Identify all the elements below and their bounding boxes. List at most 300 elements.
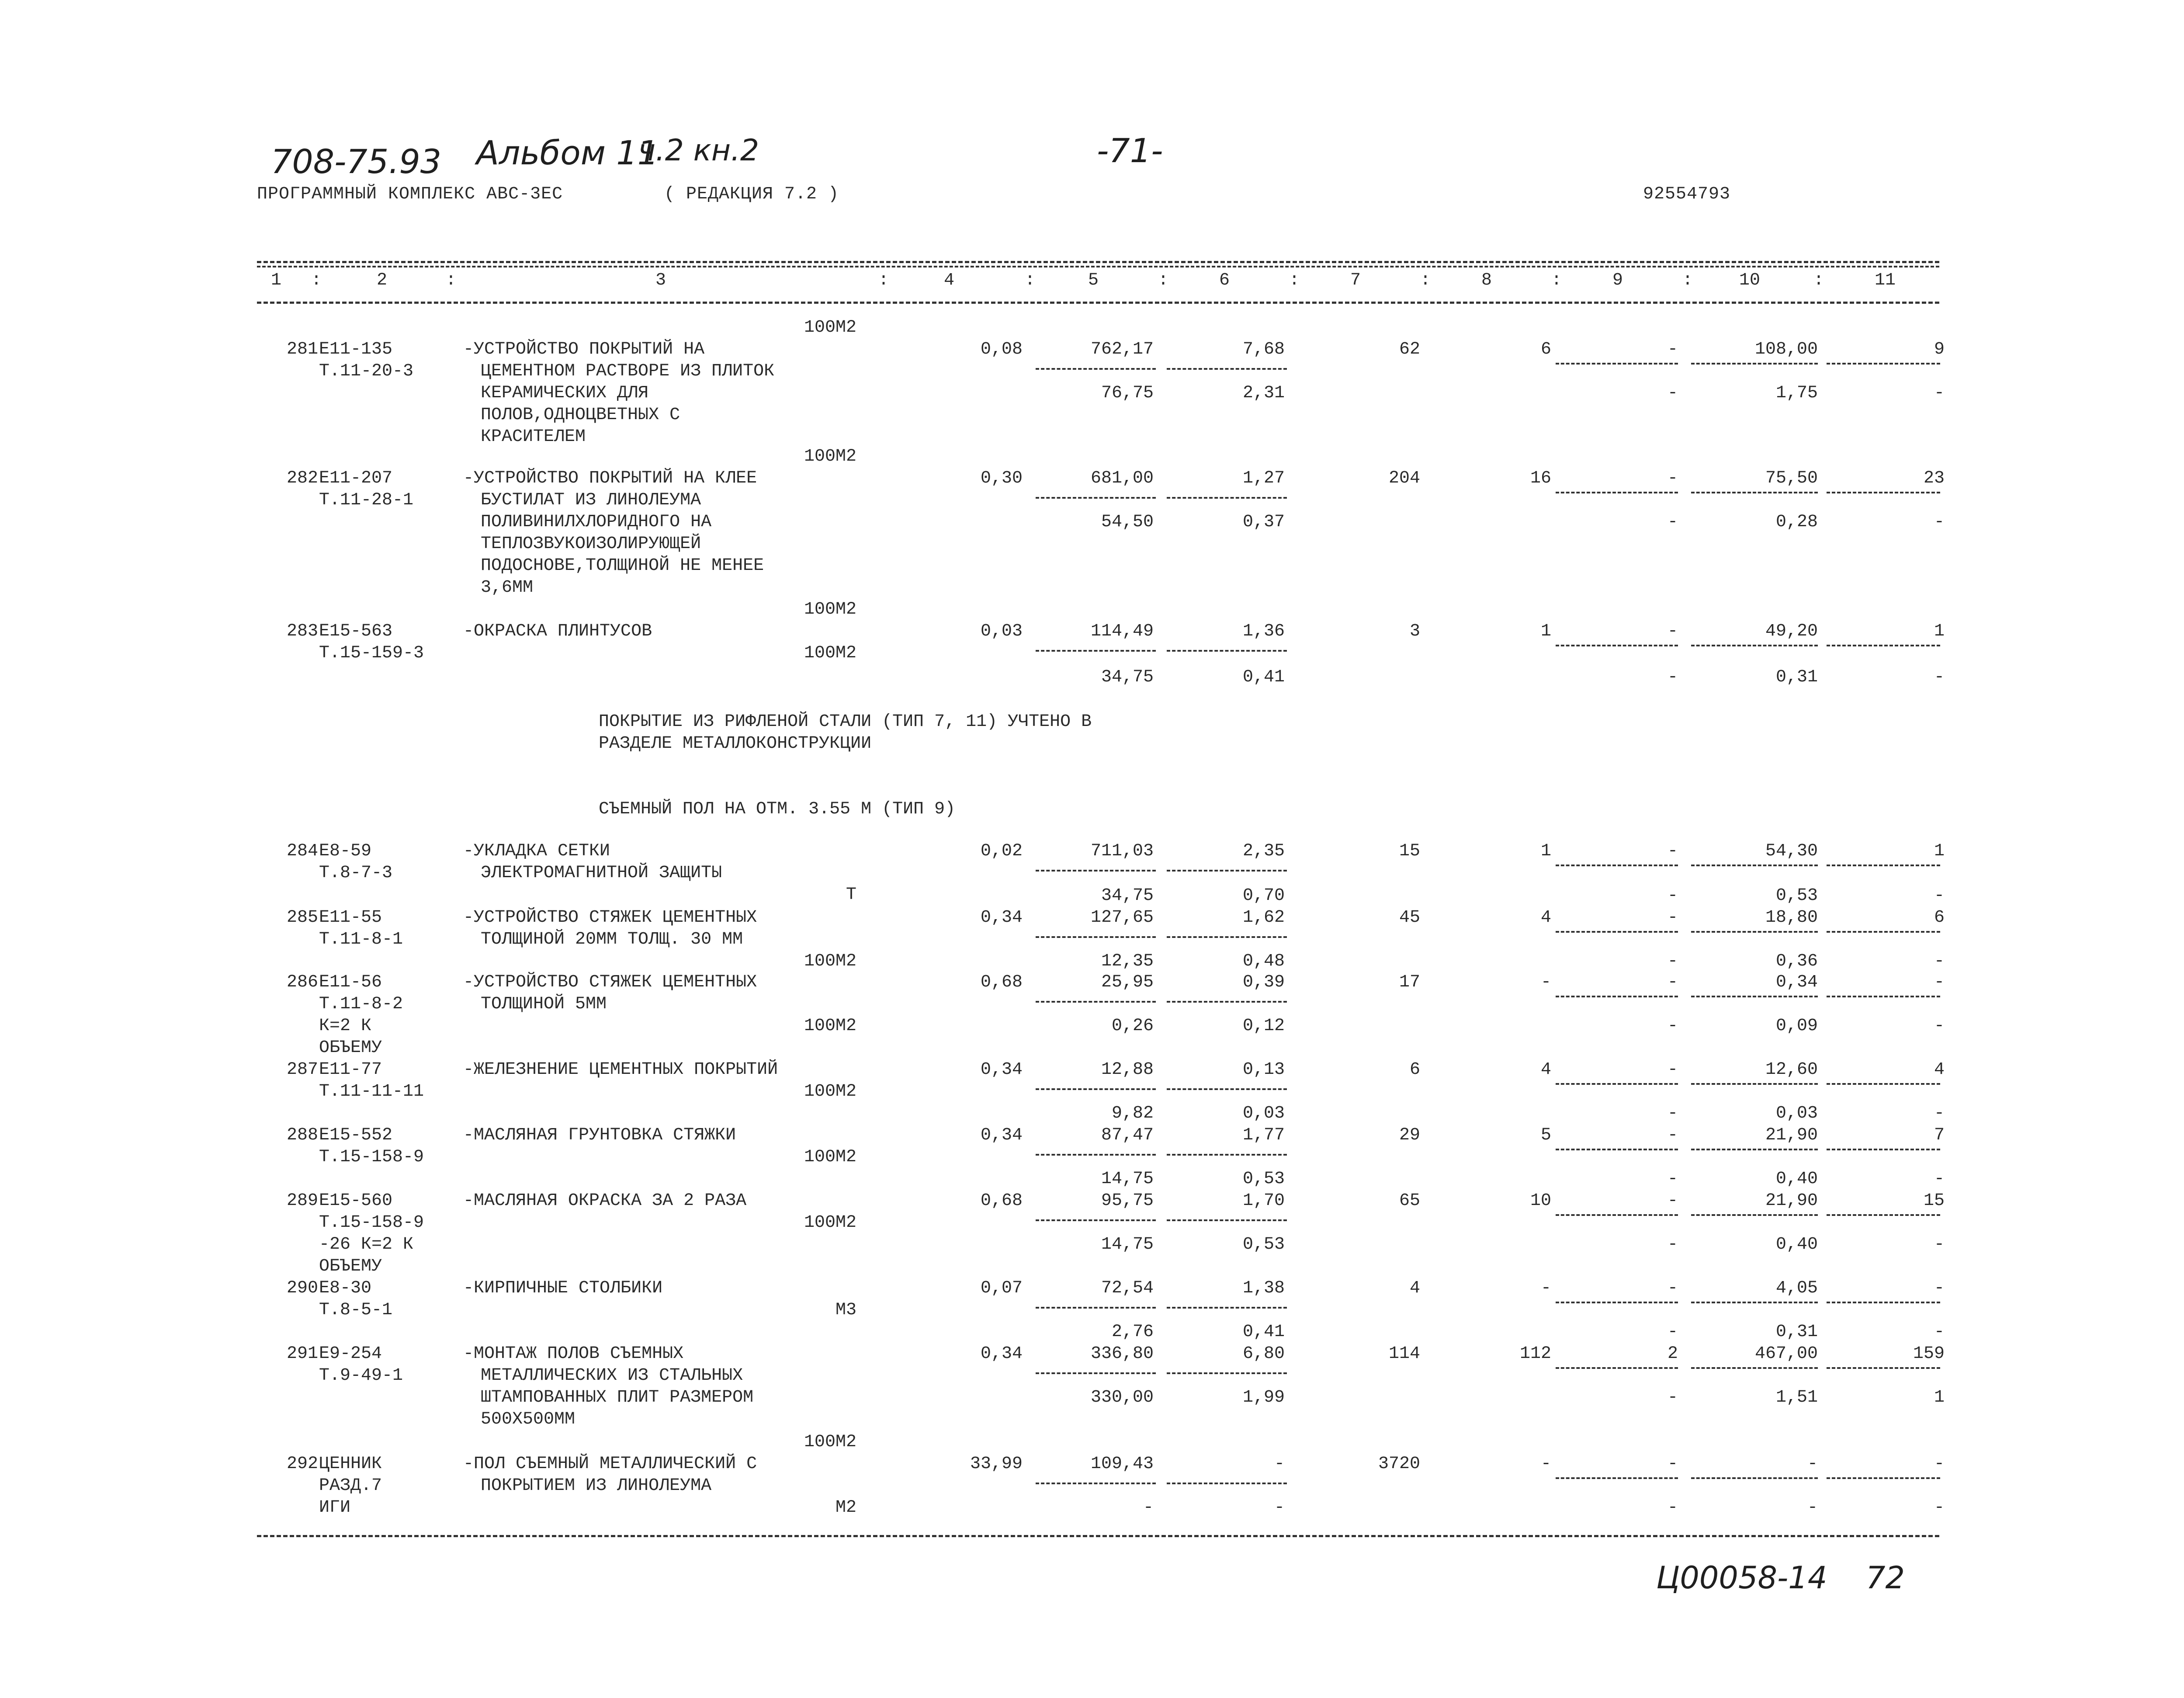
unit-wage: 7,68	[1242, 340, 1285, 359]
unit-cost-sub: 34,75	[1101, 667, 1154, 687]
unit-cost-sub: 9,82	[1111, 1104, 1154, 1123]
norm-code: Е8-30	[319, 1278, 372, 1298]
handwritten-stamp: Ц00058-14	[1656, 1560, 1827, 1596]
col11-sub: -	[1934, 1498, 1945, 1517]
work-description: -КИРПИЧНЫЕ СТОЛБИКИ	[463, 1278, 663, 1298]
col-sep: :	[878, 271, 889, 290]
norm-table: Т.8-7-3	[319, 863, 393, 883]
unit-cost-sub: 12,35	[1101, 951, 1154, 971]
col11-value: 1	[1934, 622, 1945, 641]
quantity: 0,34	[980, 1060, 1023, 1080]
unit-cost: 681,00	[1090, 469, 1154, 488]
table-top-rule-2	[257, 266, 1939, 267]
quantity: 0,68	[980, 1191, 1023, 1211]
work-description: ПОЛИВИНИЛХЛОРИДНОГО НА	[481, 512, 712, 532]
underline	[1556, 1214, 1678, 1216]
quantity: 0,34	[980, 908, 1023, 927]
total-cost: 29	[1399, 1125, 1420, 1145]
unit-wage: 2,35	[1242, 841, 1285, 861]
underline	[1691, 865, 1818, 866]
norm-table: Т.11-8-2	[319, 994, 403, 1014]
row-number: 286	[286, 972, 318, 992]
norm-code: Е15-552	[319, 1125, 393, 1145]
unit-wage-sub: 1,99	[1242, 1388, 1285, 1407]
section-note: РАЗДЕЛЕ МЕТАЛЛОКОНСТРУКЦИИ	[599, 734, 872, 754]
underline	[1827, 1149, 1940, 1150]
col9-sub: -	[1667, 383, 1678, 403]
col10-sub: 1,51	[1775, 1388, 1818, 1407]
work-description: -УКЛАДКА СЕТКИ	[463, 841, 610, 861]
unit-wage-sub: 0,37	[1242, 512, 1285, 532]
table-top-rule	[257, 261, 1939, 263]
unit-wage-sub: -	[1274, 1498, 1285, 1517]
col10-value: 21,90	[1765, 1125, 1818, 1145]
handwritten-code: 708-75.93	[271, 142, 442, 181]
underline	[1036, 368, 1156, 370]
pre-unit: 100М2	[804, 447, 856, 466]
norm-table: Т.15-158-9	[319, 1147, 424, 1167]
unit-wage: 1,77	[1242, 1125, 1285, 1145]
col10-sub: 0,36	[1775, 951, 1818, 971]
unit-cost-sub: 0,26	[1111, 1016, 1154, 1036]
col9-value: -	[1667, 841, 1678, 861]
unit-wage-sub: 0,70	[1242, 886, 1285, 906]
unit-wage-sub: 0,41	[1242, 1322, 1285, 1342]
unit-cost-sub: 14,75	[1101, 1169, 1154, 1189]
total-wage: 10	[1530, 1191, 1551, 1211]
handwritten-part: ч.2 кн.2	[638, 133, 759, 168]
work-description: МЕТАЛЛИЧЕСКИХ ИЗ СТАЛЬНЫХ	[481, 1366, 743, 1385]
norm-table: Т.11-28-1	[319, 490, 414, 510]
col-sep: :	[446, 271, 457, 290]
col11-value: 4	[1934, 1060, 1945, 1080]
underline	[1691, 363, 1818, 365]
work-description: 500Х500ММ	[481, 1410, 575, 1429]
total-cost: 17	[1399, 972, 1420, 992]
pre-unit: 100М2	[804, 600, 856, 619]
underline	[1167, 1088, 1287, 1090]
handwritten-album: Альбом 11	[476, 133, 659, 172]
col11-value: -	[1934, 1278, 1945, 1298]
col11-sub: -	[1934, 1169, 1945, 1189]
col11-value: -	[1934, 1454, 1945, 1474]
unit-wage: 1,38	[1242, 1278, 1285, 1298]
work-description: -МОНТАЖ ПОЛОВ СЪЕМНЫХ	[463, 1344, 684, 1364]
col10-value: 467,00	[1754, 1344, 1818, 1364]
col-header-3: 3	[655, 271, 666, 290]
underline	[1556, 1302, 1678, 1303]
unit-cost-sub: 14,75	[1101, 1235, 1154, 1254]
underline	[1167, 936, 1287, 938]
col10-value: 75,50	[1765, 469, 1818, 488]
work-description: ПОКРЫТИЕМ ИЗ ЛИНОЛЕУМА	[481, 1476, 712, 1496]
col-sep: :	[1682, 271, 1693, 290]
underline	[1827, 931, 1940, 933]
unit-wage: 6,80	[1242, 1344, 1285, 1364]
unit-of-measure: М2	[835, 1498, 856, 1517]
work-description: -МАСЛЯНАЯ ОКРАСКА ЗА 2 РАЗА	[463, 1191, 747, 1211]
unit-of-measure: 100М2	[804, 1213, 856, 1233]
unit-cost: 12,88	[1101, 1060, 1154, 1080]
total-cost: 4	[1409, 1278, 1420, 1298]
col11-sub: -	[1934, 886, 1945, 906]
quantity: 0,07	[980, 1278, 1023, 1298]
unit-of-measure: Т	[846, 885, 856, 905]
col9-sub: -	[1667, 1169, 1678, 1189]
unit-of-measure: 100М2	[804, 1082, 856, 1101]
norm-code: Е15-563	[319, 622, 393, 641]
work-description: -УСТРОЙСТВО ПОКРЫТИЙ НА	[463, 340, 705, 359]
unit-cost: 127,65	[1090, 908, 1154, 927]
underline	[1827, 1302, 1940, 1303]
col10-value: 21,90	[1765, 1191, 1818, 1211]
col10-sub: 0,03	[1775, 1104, 1818, 1123]
col9-sub: -	[1667, 1104, 1678, 1123]
col11-value: 9	[1934, 340, 1945, 359]
underline	[1556, 1477, 1678, 1479]
col9-sub: -	[1667, 886, 1678, 906]
underline	[1167, 650, 1287, 652]
total-cost: 3	[1409, 622, 1420, 641]
norm-table: Т.11-20-3	[319, 361, 414, 381]
underline	[1167, 497, 1287, 499]
col9-value: -	[1667, 1454, 1678, 1474]
col10-sub: 0,31	[1775, 667, 1818, 687]
col10-sub: 0,53	[1775, 886, 1818, 906]
total-wage: -	[1540, 1454, 1551, 1474]
underline	[1556, 996, 1678, 997]
row-number: 284	[286, 841, 318, 861]
row-number: 281	[286, 340, 318, 359]
col11-sub: 1	[1934, 1388, 1945, 1407]
col-header-9: 9	[1612, 271, 1623, 290]
col10-value: 54,30	[1765, 841, 1818, 861]
work-description: -ПОЛ СЪЕМНЫЙ МЕТАЛЛИЧЕСКИЙ С	[463, 1454, 757, 1474]
total-wage: 4	[1540, 1060, 1551, 1080]
col9-value: 2	[1667, 1344, 1678, 1364]
underline	[1691, 645, 1818, 646]
row-number: 282	[286, 469, 318, 488]
col10-sub: 0,31	[1775, 1322, 1818, 1342]
norm-code: Е11-135	[319, 340, 393, 359]
total-wage: 16	[1530, 469, 1551, 488]
table-header-rule	[257, 302, 1939, 304]
total-wage: -	[1540, 1278, 1551, 1298]
underline	[1036, 1001, 1156, 1003]
col9-value: -	[1667, 1125, 1678, 1145]
work-description: БУСТИЛАТ ИЗ ЛИНОЛЕУМА	[481, 490, 701, 510]
total-cost: 65	[1399, 1191, 1420, 1211]
document-number: 92554793	[1643, 184, 1731, 204]
underline	[1691, 1302, 1818, 1303]
underline	[1556, 363, 1678, 365]
unit-wage-sub: 0,48	[1242, 951, 1285, 971]
underline	[1167, 1372, 1287, 1374]
total-wage: 1	[1540, 841, 1551, 861]
unit-wage: 1,27	[1242, 469, 1285, 488]
col9-sub: -	[1667, 1498, 1678, 1517]
unit-wage: 0,39	[1242, 972, 1285, 992]
norm-code: Е11-207	[319, 469, 393, 488]
row-number: 290	[286, 1278, 318, 1298]
norm-code: Е11-77	[319, 1060, 382, 1080]
underline	[1556, 865, 1678, 866]
underline	[1036, 1088, 1156, 1090]
col10-sub: 1,75	[1775, 383, 1818, 403]
work-description: ШТАМПОВАННЫХ ПЛИТ РАЗМЕРОМ	[481, 1388, 754, 1407]
underline	[1827, 363, 1940, 365]
unit-cost: 109,43	[1090, 1454, 1154, 1474]
unit-of-measure: 100М2	[804, 1432, 856, 1452]
col-sep: :	[1158, 271, 1169, 290]
col9-value: -	[1667, 1060, 1678, 1080]
work-description: КЕРАМИЧЕСКИХ ДЛЯ	[481, 383, 649, 403]
col-sep: :	[1289, 271, 1300, 290]
underline	[1167, 1154, 1287, 1156]
norm-code: Е9-254	[319, 1344, 382, 1364]
quantity: 0,30	[980, 469, 1023, 488]
unit-wage: -	[1274, 1454, 1285, 1474]
underline	[1036, 650, 1156, 652]
norm-code: ЦЕННИК	[319, 1454, 382, 1474]
col9-value: -	[1667, 972, 1678, 992]
row-number: 288	[286, 1125, 318, 1145]
col10-value: 0,34	[1775, 972, 1818, 992]
program-edition: ( РЕДАКЦИЯ 7.2 )	[664, 184, 839, 204]
total-wage: -	[1540, 972, 1551, 992]
norm-table: Т.8-5-1	[319, 1300, 393, 1320]
unit-of-measure: М3	[835, 1300, 856, 1320]
underline	[1036, 1154, 1156, 1156]
underline	[1691, 1367, 1818, 1369]
underline	[1691, 931, 1818, 933]
unit-of-measure: 100М2	[804, 643, 856, 663]
col11-value: 7	[1934, 1125, 1945, 1145]
underline	[1036, 936, 1156, 938]
section-note: ПОКРЫТИЕ ИЗ РИФЛЕНОЙ СТАЛИ (ТИП 7, 11) УЧТЕНО В	[599, 712, 1092, 732]
quantity: 0,68	[980, 972, 1023, 992]
unit-of-measure: 100М2	[804, 951, 856, 971]
col11-value: 1	[1934, 841, 1945, 861]
underline	[1167, 368, 1287, 370]
work-description: КРАСИТЕЛЕМ	[481, 427, 586, 447]
underline	[1556, 1367, 1678, 1369]
underline	[1691, 492, 1818, 493]
unit-wage-sub: 0,03	[1242, 1104, 1285, 1123]
work-description: -ЖЕЛЕЗНЕНИЕ ЦЕМЕНТНЫХ ПОКРЫТИЙ	[463, 1060, 778, 1080]
underline	[1167, 1001, 1287, 1003]
col9-sub: -	[1667, 1016, 1678, 1036]
col10-value: 108,00	[1754, 340, 1818, 359]
col10-sub: 0,28	[1775, 512, 1818, 532]
underline	[1036, 870, 1156, 872]
col11-value: 15	[1923, 1191, 1945, 1211]
work-description: -МАСЛЯНАЯ ГРУНТОВКА СТЯЖКИ	[463, 1125, 736, 1145]
norm-code: Е15-560	[319, 1191, 393, 1211]
norm-coefficient: ОБЪЕМУ	[319, 1257, 382, 1276]
total-cost: 6	[1409, 1060, 1420, 1080]
col-sep: :	[1551, 271, 1562, 290]
underline	[1556, 492, 1678, 493]
work-description: ТОЛЩИНОЙ 5ММ	[481, 994, 607, 1014]
underline	[1827, 645, 1940, 646]
total-cost: 45	[1399, 908, 1420, 927]
col11-sub: -	[1934, 512, 1945, 532]
col9-sub: -	[1667, 1235, 1678, 1254]
norm-coefficient: ОБЪЕМУ	[319, 1038, 382, 1058]
norm-coefficient: К=2 К	[319, 1016, 372, 1036]
col11-value: 159	[1913, 1344, 1945, 1364]
norm-code: Е11-56	[319, 972, 382, 992]
unit-wage-sub: 0,53	[1242, 1235, 1285, 1254]
total-wage: 4	[1540, 908, 1551, 927]
underline	[1036, 1372, 1156, 1374]
work-description: ТОЛЩИНОЙ 20ММ ТОЛЩ. 30 ММ	[481, 930, 743, 949]
underline	[1556, 1083, 1678, 1085]
work-description: ПОДОСНОВЕ,ТОЛЩИНОЙ НЕ МЕНЕЕ	[481, 556, 764, 576]
col9-value: -	[1667, 622, 1678, 641]
quantity: 0,34	[980, 1125, 1023, 1145]
col11-value: 6	[1934, 908, 1945, 927]
col9-sub: -	[1667, 667, 1678, 687]
norm-table: РАЗД.7	[319, 1476, 382, 1496]
col9-value: -	[1667, 340, 1678, 359]
col9-sub: -	[1667, 1388, 1678, 1407]
norm-table: Т.15-159-3	[319, 643, 424, 663]
col9-value: -	[1667, 908, 1678, 927]
underline	[1827, 1477, 1940, 1479]
unit-cost: 114,49	[1090, 622, 1154, 641]
norm-code: Е8-59	[319, 841, 372, 861]
col9-sub: -	[1667, 1322, 1678, 1342]
norm-code: Е11-55	[319, 908, 382, 927]
col9-sub: -	[1667, 951, 1678, 971]
col10-value: 49,20	[1765, 622, 1818, 641]
work-description: ТЕПЛОЗВУКОИЗОЛИРУЮЩЕЙ	[481, 534, 701, 554]
total-cost: 62	[1399, 340, 1420, 359]
unit-cost-sub: 2,76	[1111, 1322, 1154, 1342]
underline	[1556, 931, 1678, 933]
col11-sub: -	[1934, 1235, 1945, 1254]
norm-table: Т.11-11-11	[319, 1082, 424, 1101]
col9-value: -	[1667, 469, 1678, 488]
col-sep: :	[1420, 271, 1431, 290]
col-header-1: 1	[271, 271, 282, 290]
unit-cost: 87,47	[1101, 1125, 1154, 1145]
col-header-7: 7	[1350, 271, 1361, 290]
col11-value: 23	[1923, 469, 1945, 488]
unit-wage-sub: 2,31	[1242, 383, 1285, 403]
col10-sub: 0,09	[1775, 1016, 1818, 1036]
underline	[1827, 492, 1940, 493]
col-sep: :	[1813, 271, 1824, 290]
work-description: ЭЛЕКТРОМАГНИТНОЙ ЗАЩИТЫ	[481, 863, 722, 883]
col9-value: -	[1667, 1191, 1678, 1211]
row-number: 291	[286, 1344, 318, 1364]
underline	[1691, 1477, 1818, 1479]
unit-wage: 1,36	[1242, 622, 1285, 641]
unit-cost-sub: 330,00	[1090, 1388, 1154, 1407]
work-description: -УСТРОЙСТВО СТЯЖЕК ЦЕМЕНТНЫХ	[463, 908, 757, 927]
col-sep: :	[311, 271, 322, 290]
unit-cost: 95,75	[1101, 1191, 1154, 1211]
handwritten-sheet-number: 72	[1866, 1560, 1905, 1596]
col10-sub: 0,40	[1775, 1169, 1818, 1189]
unit-wage: 1,62	[1242, 908, 1285, 927]
norm-coefficient: -26 К=2 К	[319, 1235, 414, 1254]
col10-sub: -	[1807, 1498, 1818, 1517]
work-description: -УСТРОЙСТВО СТЯЖЕК ЦЕМЕНТНЫХ	[463, 972, 757, 992]
underline	[1167, 1307, 1287, 1309]
norm-table: Т.11-8-1	[319, 930, 403, 949]
underline	[1036, 1219, 1156, 1221]
work-description: ЦЕМЕНТНОМ РАСТВОРЕ ИЗ ПЛИТОК	[481, 361, 775, 381]
col10-value: 18,80	[1765, 908, 1818, 927]
underline	[1691, 996, 1818, 997]
col11-sub: -	[1934, 951, 1945, 971]
norm-table: Т.15-158-9	[319, 1213, 424, 1233]
norm-table: Т.9-49-1	[319, 1366, 403, 1385]
unit-cost: 762,17	[1090, 340, 1154, 359]
underline	[1691, 1214, 1818, 1216]
underline	[1036, 497, 1156, 499]
total-cost: 114	[1388, 1344, 1420, 1364]
underline	[1691, 1083, 1818, 1085]
total-wage: 1	[1540, 622, 1551, 641]
col11-sub: -	[1934, 1016, 1945, 1036]
quantity: 0,34	[980, 1344, 1023, 1364]
underline	[1167, 870, 1287, 872]
col-header-10: 10	[1739, 271, 1761, 290]
program-title: ПРОГРАММНЫЙ КОМПЛЕКС АВС-3ЕС	[257, 184, 563, 204]
underline	[1827, 996, 1940, 997]
unit-cost: 72,54	[1101, 1278, 1154, 1298]
unit-cost: 336,80	[1090, 1344, 1154, 1364]
col11-sub: -	[1934, 383, 1945, 403]
unit-cost-sub: 76,75	[1101, 383, 1154, 403]
row-number: 289	[286, 1191, 318, 1211]
col11-sub: -	[1934, 667, 1945, 687]
unit-cost-sub: -	[1143, 1498, 1154, 1517]
col9-value: -	[1667, 1278, 1678, 1298]
underline	[1167, 1219, 1287, 1221]
handwritten-page-number: -71-	[1097, 131, 1163, 170]
unit-cost: 25,95	[1101, 972, 1154, 992]
underline	[1827, 1083, 1940, 1085]
col10-sub: 0,40	[1775, 1235, 1818, 1254]
underline	[1167, 1483, 1287, 1484]
total-wage: 112	[1519, 1344, 1551, 1364]
col-header-5: 5	[1088, 271, 1099, 290]
work-description: -ОКРАСКА ПЛИНТУСОВ	[463, 622, 652, 641]
unit-cost-sub: 54,50	[1101, 512, 1154, 532]
row-number: 287	[286, 1060, 318, 1080]
unit-wage-sub: 0,41	[1242, 667, 1285, 687]
underline	[1827, 1367, 1940, 1369]
table-bottom-rule	[257, 1535, 1939, 1537]
unit-wage: 0,13	[1242, 1060, 1285, 1080]
underline	[1036, 1307, 1156, 1309]
unit-cost-sub: 34,75	[1101, 886, 1154, 906]
row-number: 283	[286, 622, 318, 641]
quantity: 0,08	[980, 340, 1023, 359]
col-header-6: 6	[1219, 271, 1230, 290]
col-header-8: 8	[1481, 271, 1492, 290]
section-heading: СЪЕМНЫЙ ПОЛ НА ОТМ. 3.55 М (ТИП 9)	[599, 799, 956, 819]
row-number: 292	[286, 1454, 318, 1474]
col9-sub: -	[1667, 512, 1678, 532]
total-cost: 3720	[1378, 1454, 1420, 1474]
